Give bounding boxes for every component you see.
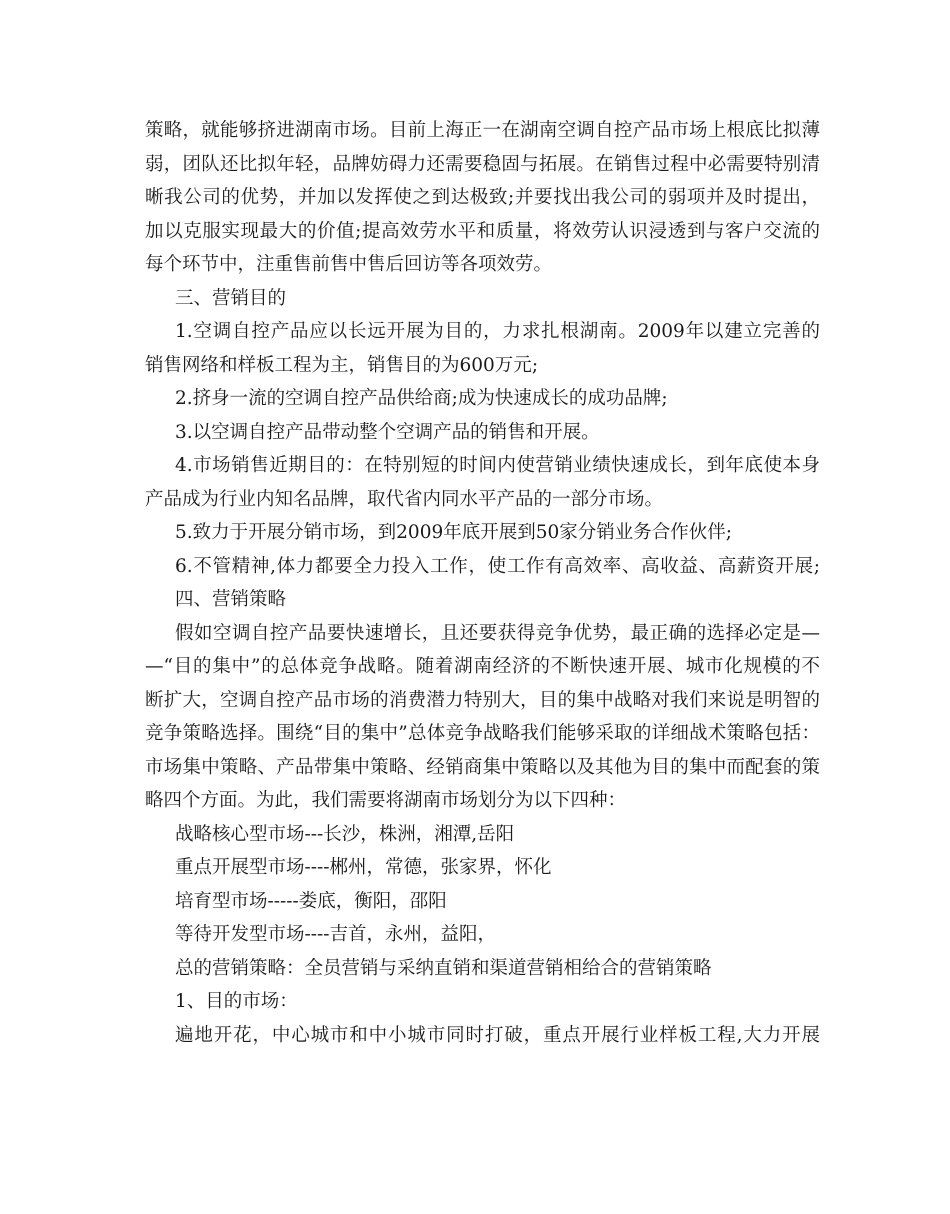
text-line: 1.空调自控产品应以长远开展为目的，力求扎根湖南。2009年以建立完善的 (175, 321, 820, 342)
text-line: 假如空调自控产品要快速增长，且还要获得竞争优势，最正确的选择必定是— (175, 622, 820, 644)
text-line: 断扩大，空调自控产品市场的消费潜力特别大，目的集中战略对我们来说是明智的 (145, 689, 820, 711)
text-line: 三、营销目的 (175, 287, 287, 309)
text-line: 1、目的市场： (175, 991, 298, 1012)
text-line: 销售网络和样板工程为主，销售目的为600万元; (145, 354, 539, 376)
text-line: 6.不管精神,体力都要全力投入工作，使工作有高效率、高收益、高薪资开展; (175, 555, 820, 577)
text-line: 弱，团队还比拟年轻，品牌妨碍力还需要稳固与拓展。在销售过程中必需要特别清 (145, 153, 820, 175)
text-line: 重点开展型市场----郴州，常德，张家界，怀化 (175, 857, 552, 878)
text-line: 四、营销策略 (175, 589, 287, 610)
document-page (145, 114, 820, 1052)
text-line: 4.市场销售近期目的：在特别短的时间内使营销业绩快速成长，到年底使本身 (175, 455, 820, 476)
text-line: 等待开发型市场----吉首，永州，益阳， (175, 924, 497, 945)
text-line: 市场集中策略、产品带集中策略、经销商集中策略以及其他为目的集中而配套的策 (145, 756, 820, 778)
text-line: 培育型市场-----娄底，衡阳，邵阳 (175, 890, 447, 912)
text-line: 加以克服实现最大的价值;提高效劳水平和质量，将效劳认识浸透到与客户交流的 (145, 220, 820, 242)
text-line: 总的营销策略：全员营销与采纳直销和渠道营销相给合的营销策略 (175, 957, 712, 979)
text-line: 略四个方面。为此，我们需要将湖南市场划分为以下四种： (145, 790, 627, 811)
text-line: 5.致力于开展分销市场，到2009年底开展到50家分销业务合作伙伴; (175, 522, 733, 543)
text-line: 遍地开花，中心城市和中小城市同时打破，重点开展行业样板工程,大力开展 (175, 1024, 820, 1046)
text-line: 战略核心型市场---长沙，株洲，湘潭,岳阳 (175, 823, 515, 845)
text-line: 竞争策略选择。围绕“目的集中”总体竞争战略我们能够采取的详细战术策略包括： (145, 723, 820, 744)
text-line: 产品成为行业内知名品牌，取代省内同水平产品的一部分市场。 (145, 488, 664, 510)
text-line: 晰我公司的优势，并加以发挥使之到达极致;并要找出我公司的弱项并及时提出， (145, 187, 820, 208)
text-line: 3.以空调自控产品带动整个空调产品的销售和开展。 (175, 421, 600, 443)
text-line: —“目的集中”的总体竞争战略。随着湖南经济的不断快速开展、城市化规模的不 (145, 656, 820, 677)
text-line: 2.挤身一流的空调自控产品供给商;成为快速成长的成功品牌; (175, 388, 668, 409)
text-line: 每个环节中，注重售前售中售后回访等各项效劳。 (145, 254, 553, 275)
text-line: 策略，就能够挤进湖南市场。目前上海正一在湖南空调自控产品市场上根底比拟薄 (145, 120, 820, 141)
